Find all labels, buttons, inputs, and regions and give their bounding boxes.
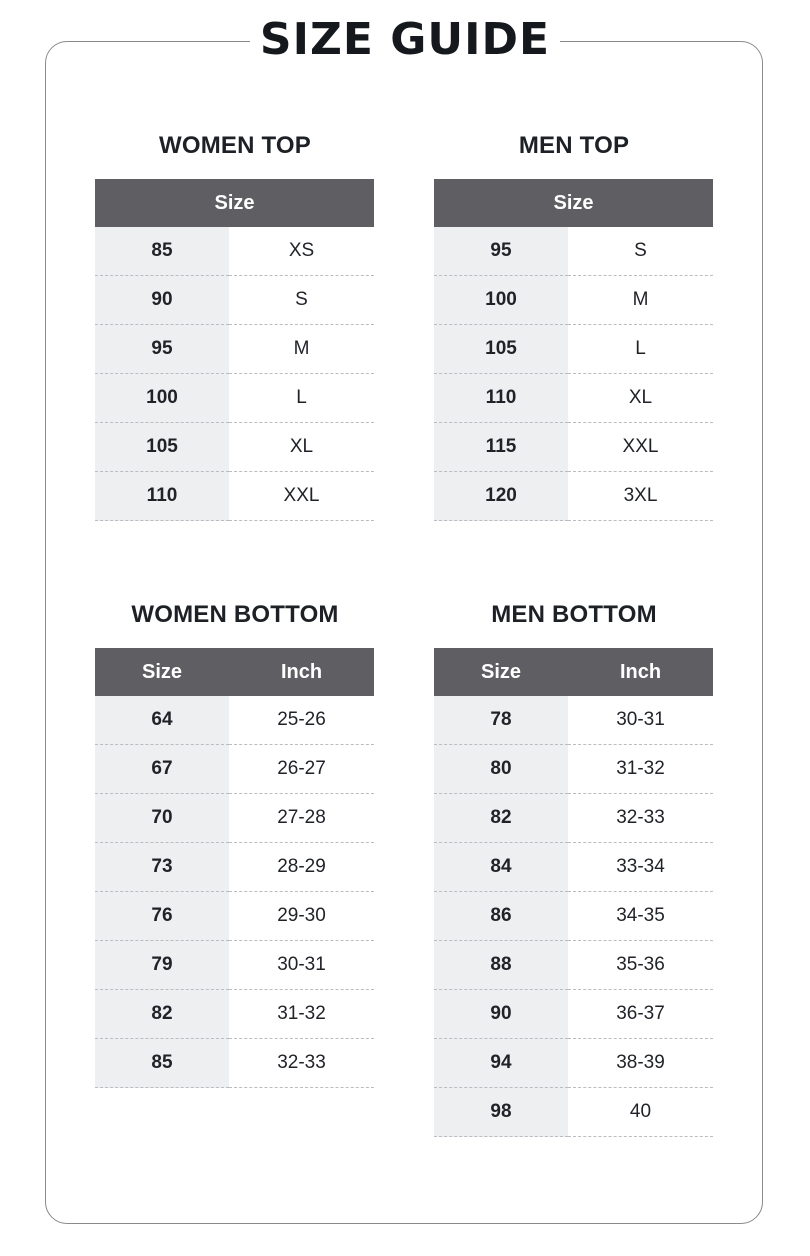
value-cell: M: [229, 325, 374, 374]
size-cell: 95: [95, 325, 229, 374]
size-cell: 70: [95, 794, 229, 843]
size-cell: 67: [95, 745, 229, 794]
size-cell: 90: [95, 276, 229, 325]
value-cell: 26-27: [229, 745, 374, 794]
size-cell: 95: [434, 227, 568, 276]
women-top-header: Size: [95, 179, 374, 227]
value-cell: 25-26: [229, 696, 374, 745]
value-cell: 34-35: [568, 892, 713, 941]
women-bottom-title: WOMEN BOTTOM: [131, 601, 339, 628]
size-cell: 84: [434, 843, 568, 892]
table-row: [434, 941, 713, 990]
table-row: [434, 227, 713, 276]
size-cell: 78: [434, 696, 568, 745]
table-row: [434, 892, 713, 941]
page-title-wrap: [0, 10, 810, 70]
size-cell: 86: [434, 892, 568, 941]
women-bottom-table: [95, 648, 374, 1088]
value-cell: 38-39: [568, 1039, 713, 1088]
men-bottom-header-size: Size: [434, 648, 568, 696]
table-row: [434, 843, 713, 892]
value-cell: 40: [568, 1088, 713, 1137]
table-row: [434, 794, 713, 843]
table-row: [434, 1088, 713, 1137]
table-row: [434, 472, 713, 521]
value-cell: 3XL: [568, 472, 713, 521]
size-cell: 85: [95, 1039, 229, 1088]
value-cell: M: [568, 276, 713, 325]
value-cell: XL: [229, 423, 374, 472]
table-row: [95, 423, 374, 472]
table-row: [95, 892, 374, 941]
men-bottom-body: [434, 696, 713, 1137]
women-top-body: [95, 227, 374, 521]
size-cell: 82: [95, 990, 229, 1039]
table-row: [95, 276, 374, 325]
table-row: [434, 374, 713, 423]
men-bottom-section: [434, 595, 714, 1137]
size-cell: 120: [434, 472, 568, 521]
table-row: [95, 472, 374, 521]
size-cell: 115: [434, 423, 568, 472]
women-bottom-header-size: Size: [95, 648, 229, 696]
table-row: [95, 696, 374, 745]
table-row: [434, 990, 713, 1039]
size-cell: 100: [434, 276, 568, 325]
page-title: SIZE GUIDE: [250, 10, 560, 70]
men-bottom-title: MEN BOTTOM: [491, 601, 657, 628]
men-top-body: [434, 227, 713, 521]
table-row: [434, 423, 713, 472]
value-cell: 27-28: [229, 794, 374, 843]
table-row: [434, 325, 713, 374]
men-bottom-header-inch: Inch: [568, 648, 713, 696]
table-row: [95, 794, 374, 843]
value-cell: 31-32: [229, 990, 374, 1039]
value-cell: 32-33: [229, 1039, 374, 1088]
value-cell: 32-33: [568, 794, 713, 843]
value-cell: L: [229, 374, 374, 423]
value-cell: 35-36: [568, 941, 713, 990]
size-cell: 76: [95, 892, 229, 941]
size-cell: 85: [95, 227, 229, 276]
value-cell: 30-31: [229, 941, 374, 990]
value-cell: 29-30: [229, 892, 374, 941]
table-row: [95, 325, 374, 374]
value-cell: 30-31: [568, 696, 713, 745]
table-row: [95, 1039, 374, 1088]
table-row: [95, 941, 374, 990]
table-row: [95, 843, 374, 892]
value-cell: XL: [568, 374, 713, 423]
women-bottom-body: [95, 696, 374, 1088]
table-row: [95, 745, 374, 794]
size-cell: 94: [434, 1039, 568, 1088]
women-bottom-section: [95, 595, 375, 1088]
size-cell: 110: [95, 472, 229, 521]
value-cell: 36-37: [568, 990, 713, 1039]
value-cell: S: [568, 227, 713, 276]
size-cell: 82: [434, 794, 568, 843]
men-top-section: [434, 126, 714, 521]
table-row: [434, 745, 713, 794]
size-cell: 105: [95, 423, 229, 472]
value-cell: 33-34: [568, 843, 713, 892]
women-top-table: [95, 179, 374, 521]
men-top-header: Size: [434, 179, 713, 227]
value-cell: XS: [229, 227, 374, 276]
size-cell: 79: [95, 941, 229, 990]
size-cell: 110: [434, 374, 568, 423]
men-top-table: [434, 179, 713, 521]
size-cell: 90: [434, 990, 568, 1039]
table-row: [434, 1039, 713, 1088]
size-cell: 98: [434, 1088, 568, 1137]
women-top-section: [95, 126, 375, 521]
size-cell: 64: [95, 696, 229, 745]
table-row: [434, 276, 713, 325]
size-cell: 73: [95, 843, 229, 892]
table-row: [95, 227, 374, 276]
value-cell: 28-29: [229, 843, 374, 892]
size-cell: 100: [95, 374, 229, 423]
value-cell: XXL: [568, 423, 713, 472]
table-row: [95, 374, 374, 423]
value-cell: S: [229, 276, 374, 325]
value-cell: L: [568, 325, 713, 374]
women-top-title: WOMEN TOP: [158, 132, 312, 159]
value-cell: XXL: [229, 472, 374, 521]
value-cell: 31-32: [568, 745, 713, 794]
table-row: [434, 696, 713, 745]
women-bottom-header-inch: Inch: [229, 648, 374, 696]
size-cell: 105: [434, 325, 568, 374]
size-cell: 88: [434, 941, 568, 990]
men-top-title: MEN TOP: [518, 132, 630, 159]
men-bottom-table: [434, 648, 713, 1137]
table-row: [95, 990, 374, 1039]
size-cell: 80: [434, 745, 568, 794]
